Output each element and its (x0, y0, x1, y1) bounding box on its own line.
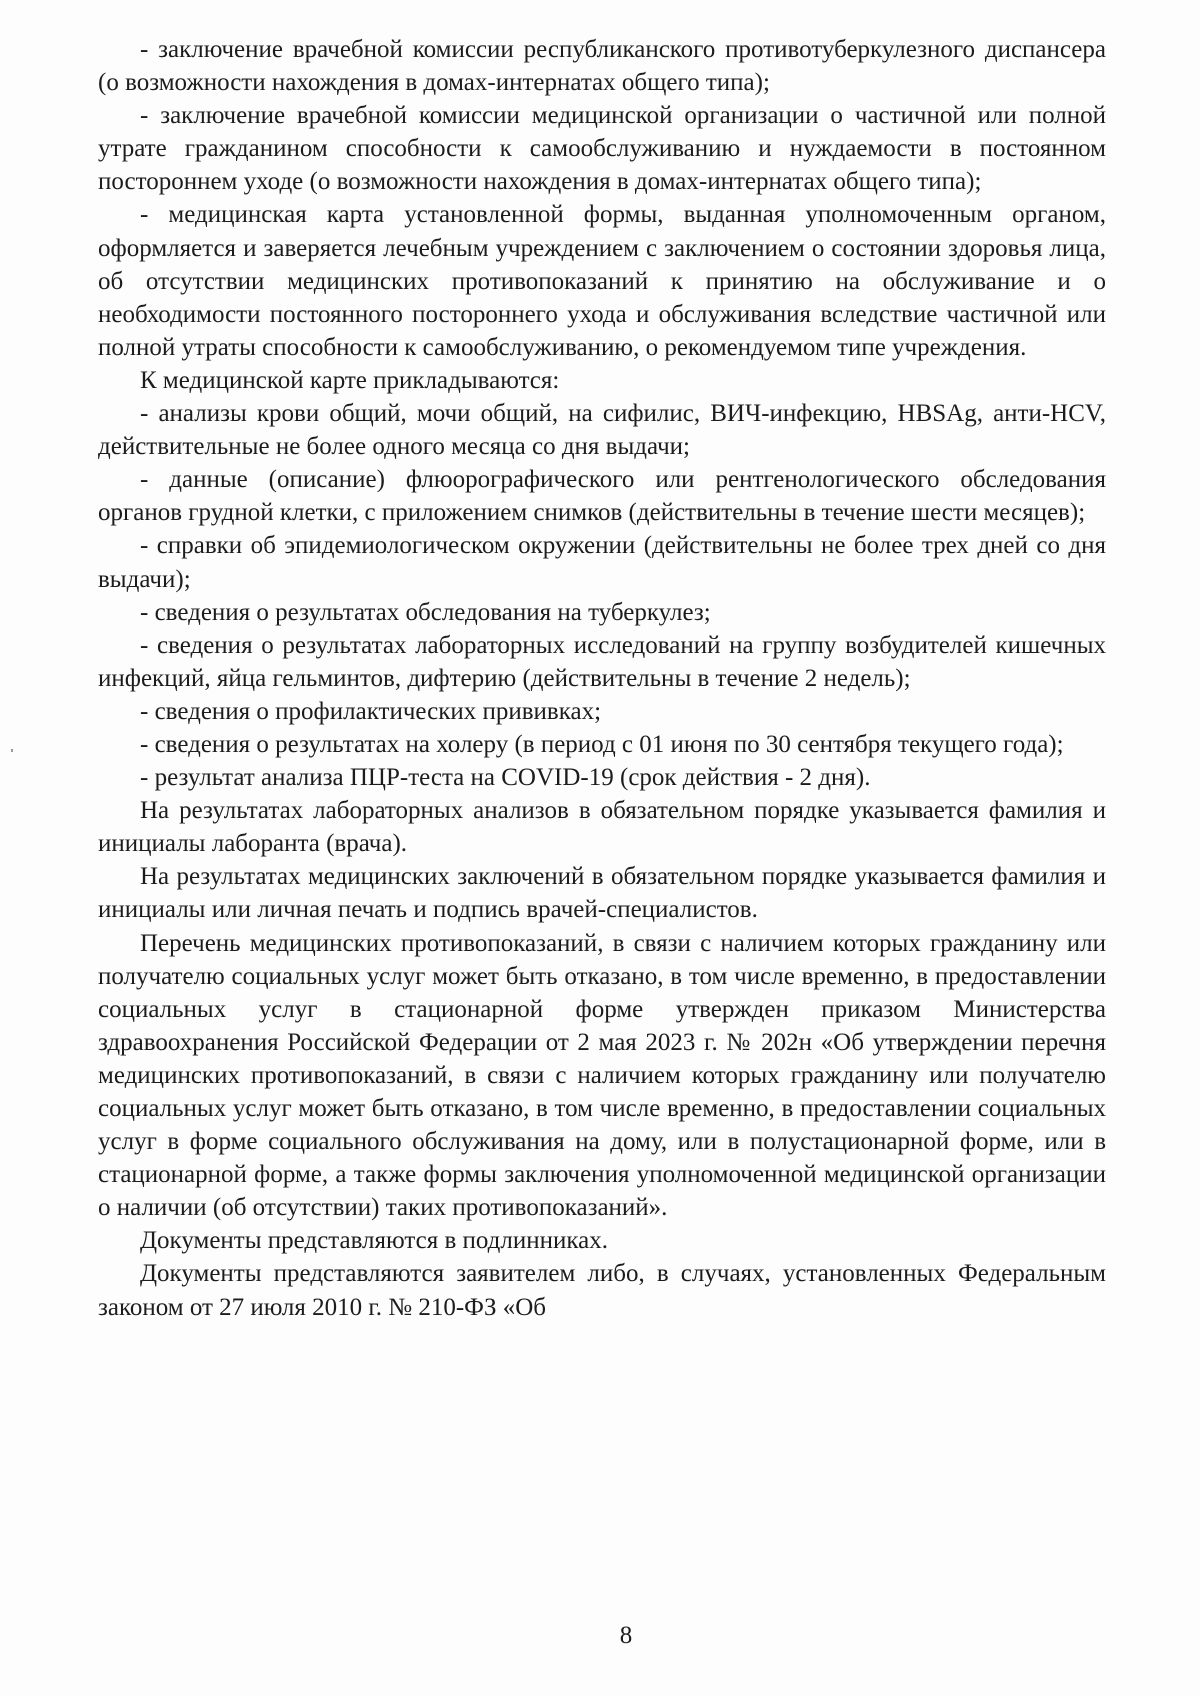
paragraph-self-care-conclusion: - заключение врачебной комиссии медицинской организации о частичной или полной утрате гражданином способности к самообслуживанию и нуждаемости в постоянном постороннем уходе (о возможности нахождения в домах-интернатах общего типа); (98, 102, 1106, 196)
paragraph-contraindications: Перечень медицинских противопоказаний, в связи с наличием которых гражданину или получателю социальных услуг может быть отказано, в том числе временно, в предоставлении социальных услуг в стационарной форме утвержден приказом Министерства здравоохранения Российской Федерации от 2 мая 2023 г. № 202н «Об утверждении перечня медицинских противопоказаний, в связи с наличием которых гражданину или получателю социальных услуг может быть отказано, в том числе временно, в предоставлении социальных услуг в форме социального обслуживания на дому, или в полустационарной форме, или в стационарной форме, а также формы заключения уполномоченной медицинской организации о наличии (об отсутствии) таких противопоказаний». (98, 929, 1106, 1222)
paragraph-medical-conclusions-signature: На результатах медицинских заключений в обязательном порядке указывается фамилия и инициалы или личная печать и подпись врачей-специалистов. (98, 863, 1106, 924)
paragraph-lab-results-signature: На результатах лабораторных анализов в обязательном порядке указывается фамилия и инициалы лаборанта (врача). (98, 797, 1106, 858)
paragraph-blood-tests: - анализы крови общий, мочи общий, на сифилис, ВИЧ-инфекцию, HBSAg, анти-HCV, действительные не более одного месяца со дня выдачи; (98, 400, 1106, 461)
paragraph-tb-dispensary-conclusion: - заключение врачебной комиссии республиканского противотуберкулезного диспансера (о возможности нахождения в домах-интернатах общего типа); (98, 36, 1106, 97)
paragraph-pcr-test: - результат анализа ПЦР-теста на COVID-19 (срок действия - 2 дня). (140, 764, 871, 792)
page-number: 8 (619, 1622, 633, 1649)
paragraph-medical-card: - медицинская карта установленной формы, выданная уполномоченным органом, оформляется и заверяется лечебным учреждением с заключением о состоянии здоровья лица, об отсутствии медицинских противопоказаний к принятию на обслуживание и о необходимости постоянного постороннего ухода и обслуживания вследствие частичной или полной утраты способности к самообслуживанию, о рекомендуемом типе учреждения. (98, 201, 1106, 361)
paragraph-submission: Документы представляются заявителем либо, в случаях, установленных Федеральным законом от 27 июля 2010 г. № 210-ФЗ «Об (98, 1260, 1106, 1321)
document-body (98, 33, 1106, 1324)
paragraph-fluorography: - данные (описание) флюорографического или рентгенологического обследования органов грудной клетки, с приложением снимков (действительны в течение шести месяцев); (98, 466, 1106, 527)
paragraph-vaccinations: - сведения о профилактических прививках; (140, 697, 602, 725)
scan-speck (11, 749, 13, 752)
paragraph-cholera: - сведения о результатах на холеру (в период с 01 июня по 30 сентября текущего года); (140, 730, 1064, 758)
paragraph-tuberculosis: - сведения о результатах обследования на туберкулез; (140, 598, 711, 626)
paragraph-originals: Документы представляются в подлинниках. (140, 1227, 608, 1255)
paragraph-attachments-heading: К медицинской карте прикладываются: (140, 366, 560, 394)
paragraph-epidemiological: - справки об эпидемиологическом окружении (действительны не более трех дней со дня выдачи); (98, 532, 1106, 593)
paragraph-intestinal-infections: - сведения о результатах лабораторных исследований на группу возбудителей кишечных инфекций, яйца гельминтов, дифтерию (действительны в течение 2 недель); (98, 631, 1106, 692)
